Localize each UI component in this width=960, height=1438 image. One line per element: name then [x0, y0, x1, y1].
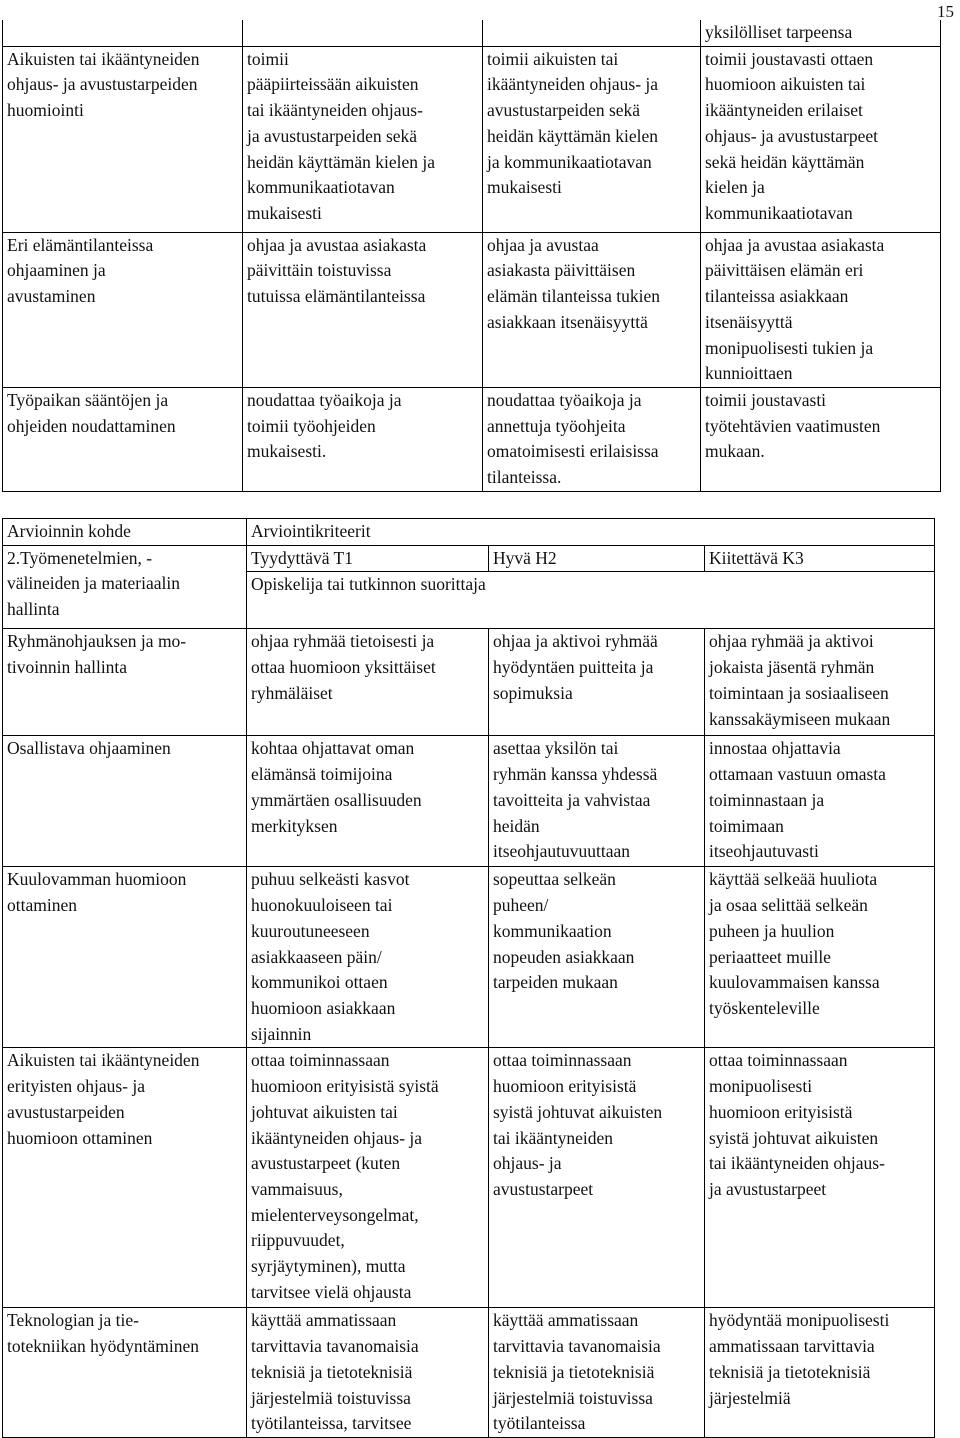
performer-label: Opiskelija tai tutkinnon suorittaja	[247, 572, 935, 629]
criterion-h2: käyttää ammatissaan tarvittavia tavanomaisia teknisiä ja tietoteknisiä järjestelmiä toistuvissa työtilanteissa	[489, 1308, 705, 1438]
criterion-h2: sopeuttaa selkeän puheen/ kommunikaation nopeuden asiakkaan tarpeiden mukaan	[489, 867, 705, 1048]
criterion-h2: ottaa toiminnassaan huomioon erityisistä syistä johtuvat aikuisten tai ikääntyneiden ohjaus- ja avustustarpeet	[489, 1048, 705, 1308]
criteria-table	[2, 518, 935, 1438]
criterion-h2: ohjaa ja avustaa asiakasta päivittäisen elämän tilanteissa tukien asiakkaan itsenäisyyttä	[483, 232, 701, 387]
criterion-target: Aikuisten tai ikääntyneiden erityisten ohjaus- ja avustustarpeiden huomioon ottaminen	[3, 1048, 247, 1308]
section-title: 2.Työmenetelmien, - välineiden ja materiaalin hallinta	[3, 545, 247, 629]
level-t1-header: Tyydyttävä T1	[247, 545, 489, 572]
criterion-t1: käyttää ammatissaan tarvittavia tavanomaisia teknisiä ja tietoteknisiä järjestelmiä toistuvissa työtilanteissa, tarvitsee	[247, 1308, 489, 1438]
criterion-h2: toimii aikuisten tai ikääntyneiden ohjaus- ja avustustarpeiden sekä heidän käyttämän kielen ja kommunikaatiotavan mukaisesti	[483, 46, 701, 232]
table-row	[3, 20, 941, 46]
overflow-cell-k3: yksilölliset tarpeensa	[701, 20, 941, 46]
level-h2-header: Hyvä H2	[489, 545, 705, 572]
overflow-cell-t1	[243, 20, 483, 46]
criterion-k3: ohjaa ja avustaa asiakasta päivittäisen elämän eri tilanteissa asiakkaan itsenäisyyttä monipuolisesti tukien ja kunnioittaen	[701, 232, 941, 387]
criterion-t1: ohjaa ja avustaa asiakasta päivittäin toistuvissa tutuissa elämäntilanteissa	[243, 232, 483, 387]
criterion-t1: noudattaa työaikoja ja toimii työohjeiden mukaisesti.	[243, 387, 483, 491]
criteria-table-continued	[2, 20, 941, 492]
assessment-criteria-header: Arviointikriteerit	[247, 519, 935, 546]
criterion-t1: toimii pääpiirteissään aikuisten tai ikääntyneiden ohjaus- ja avustustarpeiden sekä heidän käyttämän kielen ja kommunikaatiotavan mukaisesti	[243, 46, 483, 232]
criterion-h2: asettaa yksilön tai ryhmän kanssa yhdessä tavoitteita ja vahvistaa heidän itseohjautuvuuttaan	[489, 736, 705, 867]
criterion-t1: puhuu selkeästi kasvot huonokuuloiseen tai kuuroutuneeseen asiakkaaseen päin/ kommunikoi ottaen huomioon asiakkaan sijainnin	[247, 867, 489, 1048]
criterion-h2: noudattaa työaikoja ja annettuja työohjeita omatoimisesti erilaisissa tilanteissa.	[483, 387, 701, 491]
criterion-t1: kohtaa ohjattavat oman elämänsä toimijoina ymmärtäen osallisuuden merkityksen	[247, 736, 489, 867]
criterion-t1: ohjaa ryhmää tietoisesti ja ottaa huomioon yksittäiset ryhmäläiset	[247, 629, 489, 736]
criterion-target: Työpaikan sääntöjen ja ohjeiden noudattaminen	[3, 387, 243, 491]
table-row	[3, 387, 941, 491]
header-row	[3, 519, 935, 546]
criterion-target: Teknologian ja tie- totekniikan hyödyntäminen	[3, 1308, 247, 1438]
level-k3-header: Kiitettävä K3	[705, 545, 935, 572]
criterion-t1: ottaa toiminnassaan huomioon erityisistä syistä johtuvat aikuisten tai ikääntyneiden ohjaus- ja avustustarpeet (kuten vammaisuus, mielenterveysongelmat, riippuvuudet, syrjäytyminen), mutta tarvitsee vielä ohjausta	[247, 1048, 489, 1308]
table-row	[3, 232, 941, 387]
table-row	[3, 1308, 935, 1438]
criterion-k3: hyödyntää monipuolisesti ammatissaan tarvittavia teknisiä ja tietoteknisiä järjestelmiä	[705, 1308, 935, 1438]
criterion-target: Aikuisten tai ikääntyneiden ohjaus- ja avustustarpeiden huomiointi	[3, 46, 243, 232]
table-row	[3, 867, 935, 1048]
table-row	[3, 46, 941, 232]
criterion-k3: ohjaa ryhmää ja aktivoi jokaista jäsentä ryhmän toimintaan ja sosiaaliseen kanssakäymiseen mukaan	[705, 629, 935, 736]
page-number: 15	[937, 2, 954, 21]
overflow-cell-h2	[483, 20, 701, 46]
criterion-k3: ottaa toiminnassaan monipuolisesti huomioon erityisistä syistä johtuvat aikuisten tai ikääntyneiden ohjaus- ja avustustarpeet	[705, 1048, 935, 1308]
criterion-h2: ohjaa ja aktivoi ryhmää hyödyntäen puitteita ja sopimuksia	[489, 629, 705, 736]
criterion-target: Osallistava ohjaaminen	[3, 736, 247, 867]
criterion-target: Eri elämäntilanteissa ohjaaminen ja avustaminen	[3, 232, 243, 387]
criterion-target: Kuulovamman huomioon ottaminen	[3, 867, 247, 1048]
table-row	[3, 1048, 935, 1308]
table-row	[3, 629, 935, 736]
assessment-target-header: Arvioinnin kohde	[3, 519, 247, 546]
criterion-k3: innostaa ohjattavia ottamaan vastuun omasta toiminnastaan ja toimimaan itseohjautuvasti	[705, 736, 935, 867]
criterion-target: Ryhmänohjauksen ja mo- tivoinnin hallinta	[3, 629, 247, 736]
overflow-cell-target	[3, 20, 243, 46]
criterion-k3: toimii joustavasti työtehtävien vaatimusten mukaan.	[701, 387, 941, 491]
level-row	[3, 545, 935, 572]
criterion-k3: käyttää selkeää huuliota ja osaa selittää selkeän puheen ja huulion periaatteet muille kuulovammaisen kanssa työskenteleville	[705, 867, 935, 1048]
criterion-k3: toimii joustavasti ottaen huomioon aikuisten tai ikääntyneiden erilaiset ohjaus- ja avustustarpeet sekä heidän käyttämän kielen ja kommunikaatiotavan	[701, 46, 941, 232]
table-row	[3, 736, 935, 867]
